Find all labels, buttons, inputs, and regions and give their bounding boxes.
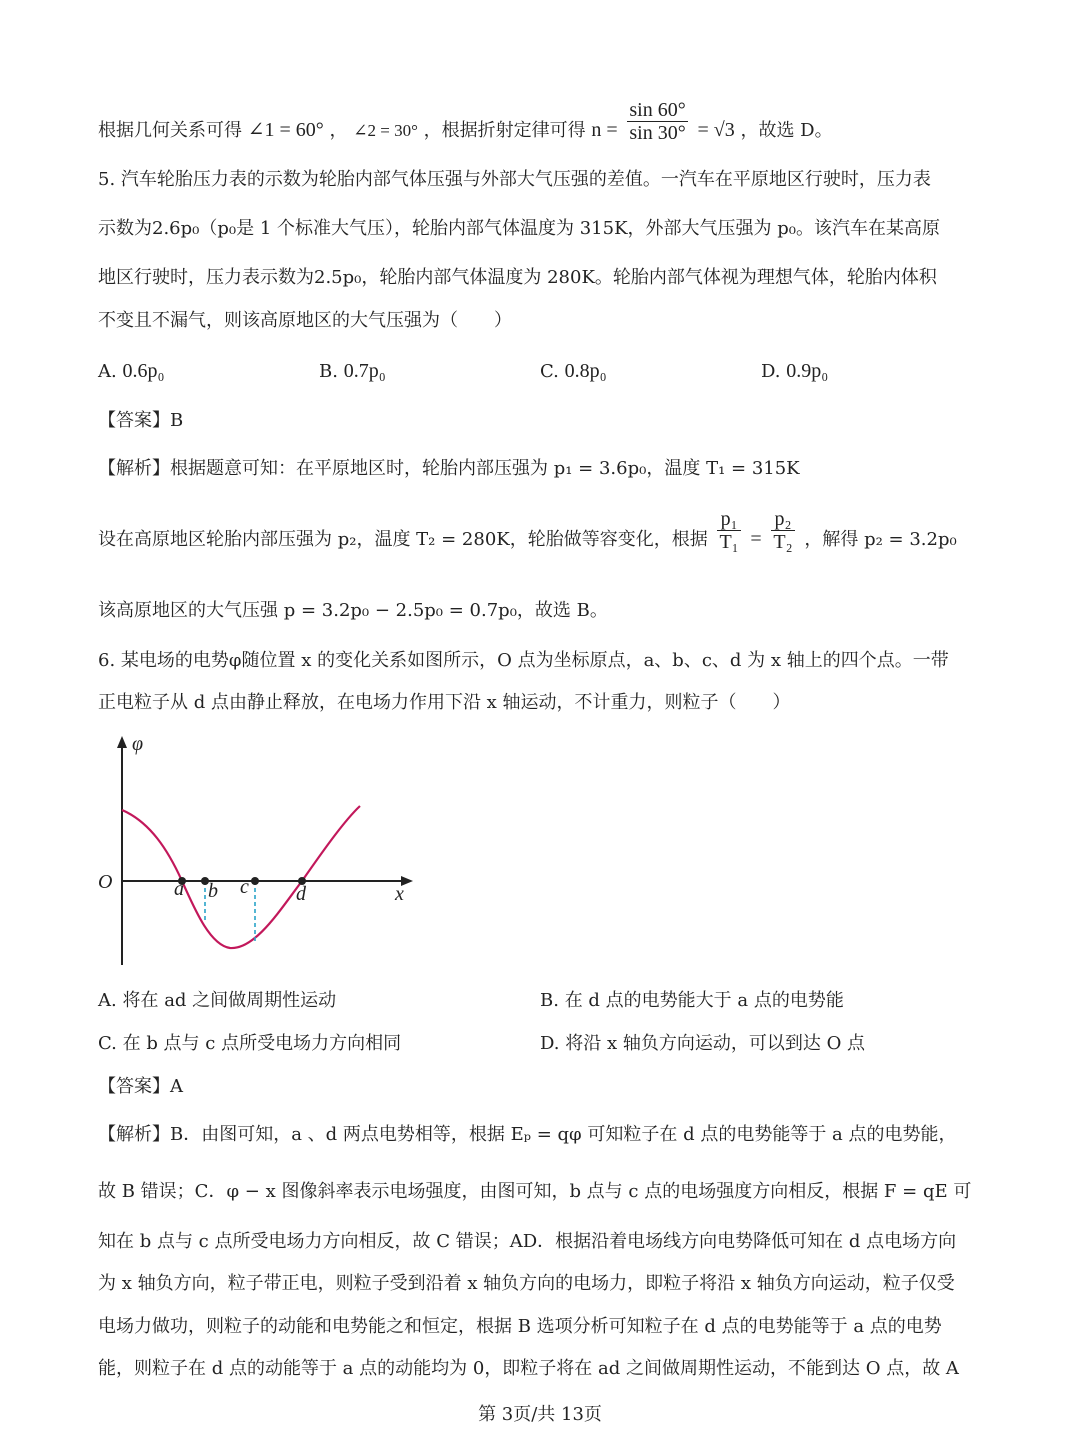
y-axis-label: φ (132, 733, 144, 755)
q6-analysis-line-2: 故 B 错误；C．φ − x 图像斜率表示电场强度，由图可知，b 点与 c 点的电场强度方向相反，根据 F = qE 可 (98, 1181, 972, 1202)
page-footer: 第 3页/共 13页 (478, 1404, 602, 1425)
option-value: 0.7p₀ (343, 360, 386, 382)
option-label: C. (540, 361, 559, 382)
option-label: A. (98, 361, 117, 382)
math-result: = √3 (697, 119, 735, 141)
text-segment: ， (329, 120, 348, 141)
math-n: n = (591, 119, 618, 141)
option-label: B. (540, 990, 559, 1011)
q5-option-c (540, 358, 607, 385)
fraction-numerator: p₂ (771, 508, 794, 531)
text-segment: 设在高原地区轮胎内部压强为 p₂，温度 T₂ = 280K，轮胎做等容变化，根据 (98, 529, 708, 550)
option-label: D. (761, 361, 781, 382)
q6-option-a (98, 988, 336, 1014)
option-value: 0.6p₀ (122, 360, 165, 382)
point-c (251, 877, 259, 885)
q6-option-d (540, 1031, 865, 1057)
q6-answer: 【答案】A (98, 1076, 183, 1097)
point-label-b: b (208, 880, 218, 902)
fraction-denominator: T₂ (773, 530, 793, 553)
q5-option-a (98, 358, 164, 385)
q5-analysis-line-2 (98, 507, 988, 553)
math-angle2: ∠2 = 30° (353, 121, 418, 140)
point-label-d: d (296, 883, 306, 905)
q5-stem-line-1: 5. 汽车轮胎压力表的示数为轮胎内部气体压强与外部大气压强的差值。一汽车在平原地区行驶时，压力表 (98, 169, 931, 190)
pressure-ratio-fraction-1 (717, 508, 740, 553)
option-label: A. (98, 990, 117, 1011)
q5-option-d (761, 358, 828, 385)
option-value: 0.9p₀ (786, 360, 829, 382)
text-segment: ，故选 D。 (740, 120, 833, 141)
q6-analysis-line-5: 电场力做功，则粒子的动能和电势能之和恒定，根据 B 选项分析可知粒子在 d 点的电势能等于 a 点的电势 (98, 1316, 942, 1337)
q5-stem-line-2: 示数为2.6p₀（p₀是 1 个标准大气压），轮胎内部气体温度为 315K，外部大气压强为 p₀。该汽车在某高原 (98, 218, 940, 239)
pressure-ratio-fraction-2 (771, 508, 794, 553)
q6-stem-line-1: 6. 某电场的电势φ随位置 x 的变化关系如图所示，O 点为坐标原点，a、b、c、d 为 x 轴上的四个点。一带 (98, 650, 949, 671)
option-value: 0.8p₀ (564, 360, 607, 382)
math-angle1: ∠1 = 60° (247, 119, 324, 141)
equals-sign: = (750, 528, 762, 550)
point-label-c: c (240, 876, 249, 898)
y-axis-arrow-icon (117, 736, 127, 748)
fraction-numerator: p₁ (717, 508, 740, 531)
fraction-denominator: T₁ (719, 530, 739, 553)
text-segment: ，根据折射定律可得 (423, 120, 586, 141)
point-label-a: a (174, 878, 184, 900)
origin-label: O (98, 871, 113, 893)
x-axis-label: x (395, 883, 404, 905)
refraction-fraction (627, 99, 687, 144)
q6-analysis-line-1: 【解析】B．由图可知，a 、d 两点电势相等，根据 Eₚ = qφ 可知粒子在 d 点的电势能等于 a 点的电势能， (98, 1124, 957, 1145)
option-label: D. (540, 1033, 560, 1054)
q6-option-b (540, 988, 844, 1014)
q6-option-c (98, 1031, 401, 1057)
q5-analysis-line-3: 该高原地区的大气压强 p = 3.2p₀ − 2.5p₀ = 0.7p₀，故选 B。 (98, 600, 608, 621)
q6-analysis-line-3: 知在 b 点与 c 点所受电场力方向相反，故 C 错误；AD．根据沿着电场线方向电势降低可知在 d 点电场方向 (98, 1231, 957, 1252)
q5-stem-line-4: 不变且不漏气，则该高原地区的大气压强为（ ） (98, 310, 512, 331)
option-text: 将沿 x 轴负方向运动，可以到达 O 点 (565, 1033, 866, 1054)
q5-analysis-line-1: 【解析】根据题意可知：在平原地区时，轮胎内部压强为 p₁ = 3.6p₀，温度 T₁ = 315K (98, 458, 800, 479)
q5-answer: 【答案】B (98, 410, 184, 431)
option-label: C. (98, 1033, 117, 1054)
q5-stem-line-3: 地区行驶时，压力表示数为2.5p₀，轮胎内部气体温度为 280K。轮胎内部气体视为理想气体，轮胎内体积 (98, 267, 937, 288)
q6-analysis-line-4: 为 x 轴负方向，粒子带正电，则粒子受到沿着 x 轴负方向的电场力，即粒子将沿 x 轴负方向运动，粒子仅受 (98, 1273, 955, 1294)
option-text: 在 d 点的电势能大于 a 点的电势能 (564, 990, 844, 1011)
potential-graph (90, 730, 420, 970)
fraction-numerator: sin 60° (629, 98, 686, 121)
option-label: B. (319, 361, 338, 382)
text-segment: 根据几何关系可得 (98, 120, 242, 141)
q4-conclusion-line (98, 98, 988, 144)
text-segment: ，解得 p₂ = 3.2p₀ (804, 529, 957, 550)
option-text: 在 b 点与 c 点所受电场力方向相同 (122, 1033, 402, 1054)
option-text: 将在 ad 之间做周期性运动 (122, 990, 337, 1011)
q6-analysis-line-6: 能，则粒子在 d 点的动能等于 a 点的动能均为 0，即粒子将在 ad 之间做周期性运动，不能到达 O 点，故 A (98, 1358, 959, 1379)
q5-option-b (319, 358, 386, 385)
q6-stem-line-2: 正电粒子从 d 点由静止释放，在电场力作用下沿 x 轴运动，不计重力，则粒子（ ） (98, 692, 791, 713)
fraction-denominator: sin 30° (629, 121, 686, 144)
